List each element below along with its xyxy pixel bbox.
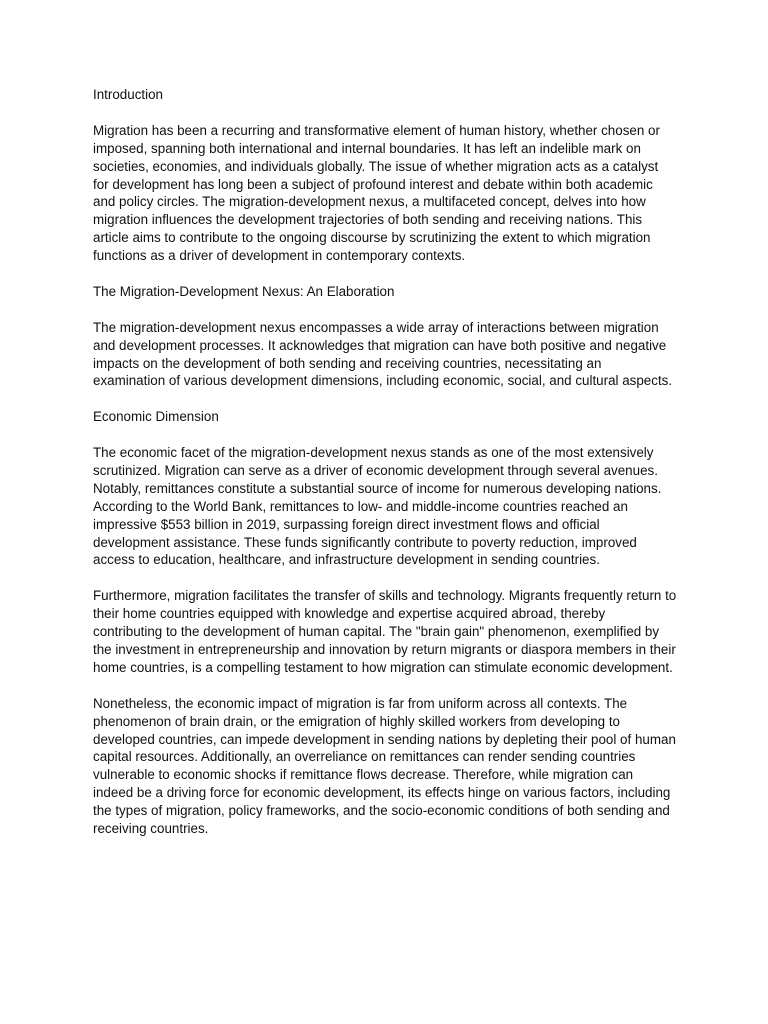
- heading-nexus: The Migration-Development Nexus: An Elaboration: [93, 283, 395, 299]
- heading-economic: Economic Dimension: [93, 409, 219, 425]
- paragraph-economic-3: Nonetheless, the economic impact of migration is far from uniform across all contexts. The phenomenon of brain drain, or the emigration of highly skilled workers from developing to developed countries, can impede development in sending nations by depleting their pool of human capital resources. Additionally, an overreliance on remittances can render sending countries vulnerable to economic shocks if remittance flows decrease. Therefore, while migration can indeed be a driving force for economic development, its effects hinge on various factors, including the types of migration, policy frameworks, and the socio-economic conditions of both sending and receiving countries.: [93, 695, 676, 837]
- paragraph-economic-2: Furthermore, migration facilitates the transfer of skills and technology. Migrants frequently return to their home countries equipped with knowledge and expertise acquired abroad, thereby contributing to the development of human capital. The "brain gain" phenomenon, exemplified by the investment in entrepreneurship and innovation by return migrants or diaspora members in their home countries, is a compelling testament to how migration can stimulate economic development.: [93, 588, 677, 675]
- paragraph-introduction: Migration has been a recurring and transformative element of human history, whether chosen or imposed, spanning both international and internal boundaries. It has left an indelible mark on societies, economies, and individuals globally. The issue of whether migration acts as a catalyst for development has long been a subject of profound interest and debate within both academic and policy circles. The migration-development nexus, a multifaceted concept, delves into how migration influences the development trajectories of both sending and receiving nations. This article aims to contribute to the ongoing discourse by scrutinizing the extent to which migration functions as a driver of development in contemporary contexts.: [93, 122, 660, 264]
- document-page: [93, 86, 677, 856]
- paragraph-economic-1: The economic facet of the migration-development nexus stands as one of the most extensively scrutinized. Migration can serve as a driver of economic development through several avenues. Notably, remittances constitute a substantial source of income for numerous developing nations. According to the World Bank, remittances to low- and middle-income countries reached an impressive $553 billion in 2019, surpassing foreign direct investment flows and official development assistance. These funds significantly contribute to poverty reduction, improved access to education, healthcare, and infrastructure development in sending countries.: [93, 445, 662, 568]
- paragraph-nexus: The migration-development nexus encompasses a wide array of interactions between migration and development processes. It acknowledges that migration can have both positive and negative impacts on the development of both sending and receiving countries, necessitating an examination of various development dimensions, including economic, social, and cultural aspects.: [93, 319, 673, 389]
- heading-introduction: Introduction: [93, 87, 163, 102]
